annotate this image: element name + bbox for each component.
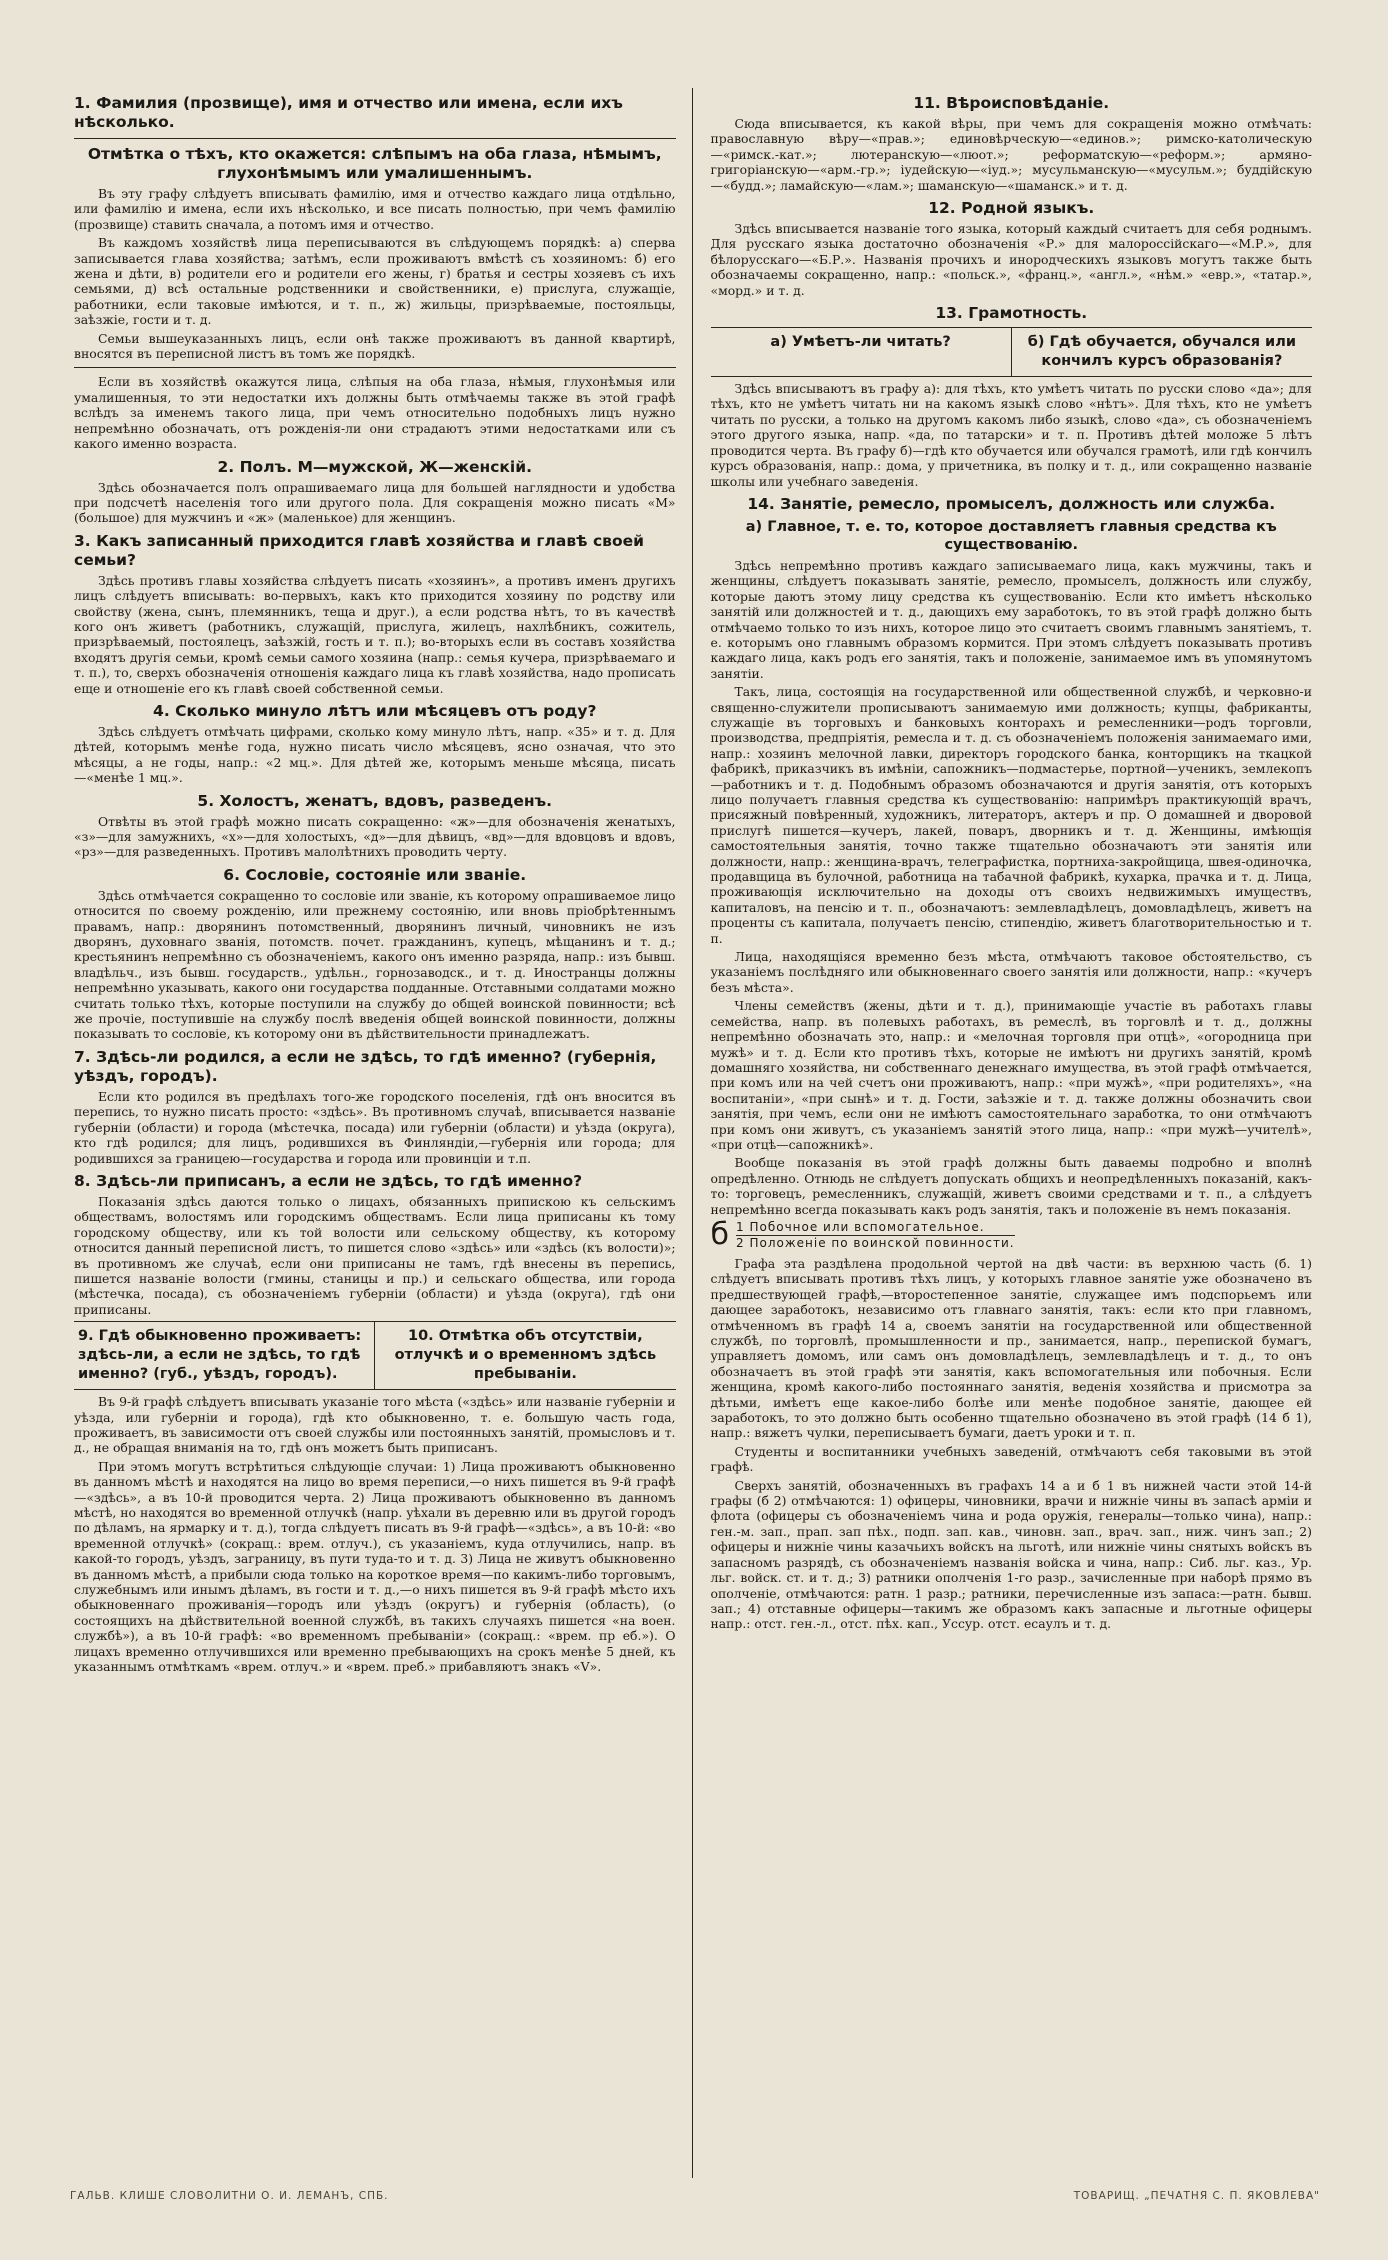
section-10-cell xyxy=(375,1322,675,1389)
paragraph: Въ каждомъ хозяйствѣ лица переписываются въ слѣдующемъ порядкѣ: а) сперва записывается глава хозяйства; затѣмъ, если проживаютъ вмѣстѣ съ хозяиномъ: б) его жена и дѣти, в) родители его и родители его жены, г) братья и сестры хозяевъ съ ихъ семьями, д) всѣ остальные родственники и свойственники, е) прислуга, служащіе, работники, если таковые имѣются, и т. п., ж) жильцы, призрѣваемые, постояльцы, заѣзжіе, гости и т. д. xyxy=(74,235,676,328)
paragraph: Здѣсь отмѣчается сокращенно то сословіе или званіе, къ которому опрашиваемое лицо относится по своему рожденію, или прежнему состоянію, или вновь пріобрѣтеннымъ правамъ, напр.: дворянинъ потомственный, дворянинъ личный, чиновникъ не изъ дворянъ, духовнаго званія, потомств. почет. гражданинъ, купецъ, мѣщанинъ и т. д.; крестьянинъ непремѣнно съ обозначеніемъ, какого онъ именно разряда, напр.: изъ бывш. владѣльч., изъ бывш. государств., удѣльн., горнозаводск., и т. д. Иностранцы должны непремѣнно указывать, какого они государства подданные. Отставными солдатами можно считать только тѣхъ, которые поступили на службу до общей воинской повинности; всѣ же прочіе, поступившіе на службу послѣ введенія общей воинской повинности, должны показывать то сословіе, къ которому они въ дѣйствительности принадлежатъ. xyxy=(74,887,676,1042)
paragraph: Показанія здѣсь даются только о лицахъ, обязанныхъ припискою къ сельскимъ обществамъ, волостямъ или городскимъ обществамъ. Если лица приписаны къ тому городскому обществу, или къ той волости или сельскому обществу, къ которому относится данный переписной листъ, то пишется слово «здѣсь» или «здѣсь (къ волости)»; въ противномъ же случаѣ, если они приписаны не тамъ, гдѣ внесены въ перепись, пишется названіе волости (гмины, станицы и пр.) и сельскаго общества, или города (мѣстечка, посада), съ обозначеніемъ губерніи (области) и уѣзда (округа), гдѣ они приписаны. xyxy=(74,1193,676,1317)
section-14a-heading: а) Главное, т. е. то, которое доставляетъ главныя средства къ существованію. xyxy=(745,518,1277,553)
paragraph: Сюда вписывается, къ какой вѣры, при чемъ для сокращенія можно отмѣчать: православную вѣру—«прав.»; единовѣрческую—«единов.»; римско-католическую—«римск.-кат.»; лютеранскую—«люот.»; реформатскую—«реформ.»; армяно-григоріанскую—«арм.-гр.»; іудейскую—«іуд.»; мусульманскую—«мусульм.»; буддійскую—«будд.»; ламайскую—«лам.»; шаманскую—«шаманск.» и т. д. xyxy=(710,116,1312,193)
section-5-heading: 5. Холостъ, женатъ, вдовъ, разведенъ. xyxy=(197,791,553,810)
section-13-subheader xyxy=(711,327,1313,377)
right-column xyxy=(693,88,1329,2178)
section-13-heading: 13. Грамотность. xyxy=(935,304,1088,323)
section-13b-cell xyxy=(1012,328,1312,376)
section-10-heading: 10. Отмѣтка объ отсутствіи, отлучкѣ и о временномъ здѣсь пребываніи. xyxy=(394,1328,657,1383)
paragraph: Если въ хозяйствѣ окажутся лица, слѣпыя на оба глаза, нѣмыя, глухонѣмыя или умалишенныя, то эти недостатки ихъ должны быть отмѣчаемы также въ этой графѣ вслѣдъ за именемъ такого лица, при чемъ относительно подобныхъ лицъ нужно непремѣнно обозначать, отъ рожденія-ли они страдаютъ этими недостатками или съ какого именно возраста. xyxy=(74,374,676,452)
paragraph: При этомъ могутъ встрѣтиться слѣдующіе случаи: 1) Лица проживаютъ обыкновенно въ данномъ мѣстѣ и находятся на лицо во время переписи,—о нихъ пишется въ 9-й графѣ—«здѣсь», а въ 10-й проводится черта. 2) Лица проживаютъ обыкновенно въ данномъ мѣстѣ, но находятся во временной отлучкѣ (напр. уѣхали въ деревню или въ другой городъ по дѣламъ, на ярмарку и т. д.), тогда слѣдуетъ писать въ 9-й графѣ—«здѣсь», а въ 10-й: «во временной отлучкѣ» (сокращ.: врем. отлуч.), съ указаніемъ, куда отлучились, напр. въ какой-то городъ, уѣздъ, заграницу, въ пути туда-то и т. д. 3) Лица не живутъ обыкновенно въ данномъ мѣстѣ, а прибыли сюда только на короткое время—по какимъ-либо торговымъ, служебнымъ или инымъ дѣламъ, въ гости и т. д.,—о нихъ пишется въ 9-й графѣ мѣсто ихъ обыкновеннаго проживанія—городъ или уѣздъ (округъ) и губернія (область), (о состоящихъ на дѣйствительной военной службѣ, въ такихъ случаяхъ пишется «на воен. службѣ»), а въ 10-й графѣ: «во временномъ пребываніи» (сокращ.: «врем. пр еб.»). О лицахъ временно отлучившихся или временно пребывающихъ на срокъ менѣе 5 дней, къ указаннымъ отмѣткамъ «врем. отлуч.» и «врем. преб.» прибавляютъ знакъ «V». xyxy=(74,1458,676,1675)
paragraph: Отвѣты въ этой графѣ можно писать сокращенно: «ж»—для обозначенія женатыхъ, «з»—для замужнихъ, «х»—для холостыхъ, «д»—для дѣвицъ, «вд»—для вдовцовъ и вдовъ, «рз»—для разведенныхъ. Противъ малолѣтнихъ проводить черту. xyxy=(74,813,676,860)
section-1-heading: 1. Фамилия (прозвище), имя и отчество или имена, если ихъ нѣсколько. xyxy=(74,94,623,131)
page-footer xyxy=(70,2190,1320,2202)
section-4-heading: 4. Сколько минуло лѣтъ или мѣсяцевъ отъ роду? xyxy=(153,701,597,720)
paragraph: Здѣсь слѣдуетъ отмѣчать цифрами, сколько кому минуло лѣтъ, напр. «35» и т. д. Для дѣтей, которымъ менѣе года, нужно писать число мѣсяцевъ, ясно означая, что это мѣсяцы, а не годы, напр.: «2 мц.». Для дѣтей же, которымъ меньше мѣсяца, писать—«менѣе 1 мц.». xyxy=(74,723,676,786)
section-3-heading: 3. Какъ записанный приходится главѣ хозяйства и главѣ своей семьи? xyxy=(74,531,644,569)
section-2-heading: 2. Полъ. М—мужской, Ж—женскій. xyxy=(217,457,532,476)
paragraph: Здѣсь непремѣнно противъ каждаго записываемаго лица, какъ мужчины, такъ и женщины, слѣдуетъ показывать занятіе, ремесло, промыселъ, должность или службу, которые даютъ этому лицу средства къ существованію. Если кто имѣетъ нѣсколько занятій или должностей и т. д., дающихъ ему заработокъ, то въ этой графѣ должно быть отмѣчаемо только то изъ нихъ, которое лицо это считаетъ своимъ главнымъ занятіемъ, т. е. которымъ оно главнымъ образомъ кормится. При этомъ слѣдуетъ показывать противъ каждаго лица, какъ родъ его занятія, такъ и положеніе, занимаемое имъ въ упомянутомъ занятіи. xyxy=(710,557,1312,681)
section-11-heading: 11. Вѣроисповѣданіе. xyxy=(913,94,1110,112)
section-9-heading: 9. Гдѣ обыкновенно проживаетъ: здѣсь-ли, а если не здѣсь, то гдѣ именно? (губ., уѣздъ, городъ). xyxy=(78,1328,362,1383)
section-12-heading: 12. Родной языкъ. xyxy=(928,199,1095,218)
section-14b-items xyxy=(736,1220,1015,1251)
section-9-10-header xyxy=(74,1321,676,1390)
section-6-heading: 6. Сословіе, состояніе или званіе. xyxy=(223,865,527,884)
paragraph: Сверхъ занятій, обозначенныхъ въ графахъ 14 а и б 1 въ нижней части этой 14-й графы (б 2) отмѣчаются: 1) офицеры, чиновники, врачи и нижніе чины въ запасѣ арміи и флота (офицеры съ обозначеніемъ чина и рода оружія, генералы—только чина), напр.: ген.-м. зап., прап. зап пѣх., подп. зап. кав., чиновн. зап., врач. зап., ниж. чинъ зап.; 2) офицеры и нижніе чины казачьихъ войскъ на льготѣ, или нижніе чины снятыхъ войскъ въ запасномъ разрядѣ, съ обозначеніемъ названія войска и чина, напр.: Сиб. льг. каз., Ур. льг. войск. ст. и т. д.; 3) ратники ополченія 1-го разр., зачисленные при наборѣ прямо въ ополченіе, отмѣчаются: ратн. 1 разр.; ратники, перечисленные изъ запаса:—ратн. бывш. зап.; 4) отставные офицеры—такимъ же образомъ какъ запасные и льготные офицеры напр.: отст. ген.-л., отст. пѣх. кап., Уссур. отст. есаулъ и т. д. xyxy=(710,1477,1312,1632)
paragraph: Здѣсь вписывается названіе того языка, который каждый считаетъ для себя роднымъ. Для русскаго языка достаточно обозначенія «Р.» для малороссійскаго—«М.Р.», для бѣлорусскаго—«Б.Р.». Названія прочихъ и инородческихъ языковъ могутъ также быть обозначаемы сокращенно, напр.: «польск.», «франц.», «англ.», «нѣм.» «евр.», «татар.», «морд.» и т. д. xyxy=(710,221,1312,298)
paragraph: Семьи вышеуказанныхъ лицъ, если онѣ также проживаютъ въ данной квартирѣ, вносятся въ переписной листъ въ томъ же порядкѣ. xyxy=(74,330,676,362)
section-9-cell xyxy=(74,1322,375,1389)
divider xyxy=(74,367,676,368)
section-7-heading: 7. Здѣсь-ли родился, а если не здѣсь, то гдѣ именно? (губернія, уѣздъ, городъ). xyxy=(74,1047,657,1085)
section-14-heading: 14. Занятіе, ремесло, промыселъ, должность или служба. xyxy=(747,494,1276,513)
section-13a-cell xyxy=(711,328,1012,376)
left-column xyxy=(58,88,693,2178)
section-13b-heading: б) Гдѣ обучается, обучался или кончилъ курсъ образованія? xyxy=(1027,334,1296,370)
divider xyxy=(74,138,676,139)
paragraph: Здѣсь вписываютъ въ графу а): для тѣхъ, кто умѣетъ читать по русски слово «да»; для тѣхъ, кто не умѣетъ читать ни на какомъ языкѣ слово «нѣтъ». Для тѣхъ, кто не умѣетъ читать по русски, а только на другомъ какомъ либо языкѣ, слово «да», съ обозначеніемъ этого другого языка, напр. «да, по татарски» и т. п. Противъ дѣтей моложе 5 лѣтъ проводится черта. Въ графу б)—гдѣ кто обучается или обучался грамотѣ, или гдѣ кончилъ курсъ образованія, напр.: дома, у причетника, въ полку и т. д., или сокращенно названіе школы или учебнаго заведенія. xyxy=(710,381,1312,489)
brace-label: б xyxy=(710,1217,731,1253)
paragraph: Въ 9-й графѣ слѣдуетъ вписывать указаніе того мѣста («здѣсь» или названіе губерніи и уѣзда, или губерніи и города), гдѣ кто обыкновенно, т. е. большую часть года, проживаетъ, въ зависимости отъ своей службы или постоянныхъ занятій, промысловъ и т. д., не обращая вниманія на то, гдѣ онъ можетъ быть приписанъ. xyxy=(74,1394,676,1456)
subsection-b1-label: 1 Побочное или вспомогательное. xyxy=(736,1220,1015,1236)
section-13a-heading: а) Умѣетъ-ли читать? xyxy=(770,334,951,351)
paragraph: Въ эту графу слѣдуетъ вписывать фамилію, имя и отчество каждаго лица отдѣльно, или фамилію и имена, если ихъ нѣсколько, и все писать полностью, при чемъ фамилію (прозвище) ставить сначала, а потомъ имя и отчество. xyxy=(74,186,676,232)
paragraph: Если кто родился въ предѣлахъ того-же городского поселенія, гдѣ онъ вносится въ перепись, то нужно писать просто: «здѣсь». Въ противномъ случаѣ, вписывается названіе губерніи (области) и города (мѣстечка, посада) или губерніи (области) и уѣзда (округа), кто гдѣ родился; для лицъ, родившихся въ Финляндіи,—губернія или города; для родившихся за границею—государства и города или провинціи и т.п. xyxy=(74,1088,676,1166)
paragraph: Студенты и воспитанники учебныхъ заведеній, отмѣчаютъ себя таковыми въ этой графѣ. xyxy=(710,1443,1312,1475)
paragraph: Такъ, лица, состоящія на государственной или общественной службѣ, и черковно-и священно-служители прописываютъ занимаемую ими должность; купцы, фабриканты, служащіе въ торговыхъ и банковыхъ конторахъ и ремесленники—родъ торговли, производства, предпріятія, ремесла и т. д. съ обозначеніемъ положенія занимаемаго ими, напр.: хозяинъ мелочной лавки, директоръ городского банка, конторщикъ на ткацкой фабрикѣ, приказчикъ въ имѣніи, сапожникъ—подмастерье, портной—ученикъ, землекопъ—работникъ и т. д. Подобнымъ образомъ обозначаются и другія занятія, отъ которыхъ лицо получаетъ главныя средства къ существованію: напримѣръ практикующій врачъ, присяжный повѣренный, художникъ, литераторъ, актеръ и пр. О домашней и дворовой прислугѣ пишется—кучеръ, лакей, поваръ, дворникъ и т. д. Женщины, имѣющія самостоятельныя занятія, точно также тщательно обозначаютъ эти занятія или должности, напр.: женщина-врачъ, телеграфистка, портниха-закройщица, швея-одиночка, продавщица въ булочной, работница на табачной фабрикѣ, кухарка, прачка и т. д. Лица, проживающія исключительно на доходы отъ своихъ недвижимыхъ имуществъ, капиталовъ, на пенсію и т. п., обозначаютъ: землевладѣлецъ, домовладѣлецъ, живетъ на проценты съ капитала, получаетъ пенсію, стипендію, живетъ благотворительностью и т. п. xyxy=(710,684,1312,946)
paragraph: Графа эта раздѣлена продольной чертой на двѣ части: въ верхнюю часть (б. 1) слѣдуетъ вписывать противъ тѣхъ лицъ, у которыхъ главное занятіе уже обозначено въ предшествующей графѣ,—второстепенное занятіе, служащее имъ подспорьемъ или дающее заработокъ, независимо отъ главнаго занятія, такъ: если кто при главномъ, отмѣченномъ въ графѣ 14 а, своемъ занятіи на государственной или общественной службѣ, по торговлѣ, промышленности и пр., занимается, напр., перепиской бумагъ, управляетъ домомъ, или самъ онъ домовладѣлецъ, землевладѣлецъ и т. д., то онъ обозначаетъ въ этой графѣ эти занятія, какъ вспомогательныя или побочныя. Если женщина, кромѣ какого-либо постояннаго занятія, веденія хозяйства и присмотра за дѣтьми, имѣетъ еще какое-либо болѣе или менѣе подобное занятіе, дающее ей заработокъ, то это должно быть особенно тщательно обозначено въ этой графѣ (14 б 1), напр.: вяжетъ чулки, переписываетъ бумаги, даетъ уроки и т. п. xyxy=(710,1255,1312,1441)
paragraph: Здѣсь противъ главы хозяйства слѣдуетъ писать «хозяинъ», а противъ именъ другихъ лицъ слѣдуетъ вписывать: во-первыхъ, какъ кто приходится хозяину по родству или свойству (жена, сынъ, племянникъ, теща и друг.), а если родства нѣтъ, то въ качествѣ кого онъ живетъ (работникъ, служащій, прислуга, жилецъ, нахлѣбникъ, сожитель, призрѣваемый, постоялецъ, заѣзжій, гость и т. п.); во-вторыхъ если въ составъ хозяйства входятъ другія семьи, кромѣ семьи самого хозяина (напр.: семья кучера, призрѣваемаго и т. п.), то, сверхъ обозначенія отношенія каждаго лица къ главѣ хозяйства, надо прописать еще и отношеніе его къ главѣ своей собственной семьи. xyxy=(74,572,676,696)
subsection-b2-label: 2 Положеніе по воинской повинности. xyxy=(736,1235,1015,1250)
paragraph: Вообще показанія въ этой графѣ должны быть даваемы подробно и вполнѣ опредѣленно. Отнюдь не слѣдуетъ допускать общихъ и неопредѣленныхъ показаній, какъ-то: торговецъ, ремесленникъ, служащій, живетъ своими средствами и т. п., а слѣдуетъ непремѣнно всегда показывать какъ родъ занятія, такъ и положеніе въ немъ показанія. xyxy=(710,1155,1312,1217)
census-instructions-sheet xyxy=(58,88,1328,2178)
footer-left-imprint: ГАЛЬВ. КЛИШЕ СЛОВОЛИТНИ О. И. ЛЕМАНЪ, СПБ. xyxy=(70,2190,389,2202)
footer-right-imprint: ТОВАРИЩ. „ПЕЧАТНЯ С. П. ЯКОВЛЕВА" xyxy=(1073,2190,1320,2202)
section-1b-heading: Отмѣтка о тѣхъ, кто окажется: слѣпымъ на оба глаза, нѣмымъ, глухонѣмымъ или умалишеннымъ. xyxy=(87,145,662,182)
paragraph: Здѣсь обозначается полъ опрашиваемаго лица для большей наглядности и удобства при подсчетѣ населенія того или другого пола. Для сокращенія можно писать «М» (большое) для мужчинъ и «ж» (маленькое) для женщинъ. xyxy=(74,479,676,526)
paragraph: Члены семействъ (жены, дѣти и т. д.), принимающіе участіе въ работахъ главы семейства, напр. въ полевыхъ работахъ, въ ремеслѣ, въ торговлѣ и т. д., должны непремѣнно обозначать это, напр.: и «мелочная торговля при отцѣ», «огородница при мужѣ» и т. д. Если кто противъ тѣхъ, которые не имѣютъ ни другихъ занятій, кромѣ домашняго хозяйства, ни собственнаго денежнаго имущества, въ этой графѣ отмѣчается, при комъ или на чей счетъ они проживаютъ, напр.: «при мужѣ», «при родителяхъ», «на воспитаніи», «при сынѣ» и т. д. Гости, заѣзжіе и т. д. также должны обозначить свои занятія, при чемъ, если они не имѣютъ самостоятельнаго заработка, то они отмѣчаютъ при комъ они живутъ, съ указаніемъ занятій этого лица, напр.: «при мужѣ—учителѣ», «при отцѣ—сапожникѣ». xyxy=(710,998,1312,1152)
section-8-heading: 8. Здѣсь-ли приписанъ, а если не здѣсь, то гдѣ именно? xyxy=(74,1171,583,1190)
paragraph: Лица, находящіяся временно безъ мѣста, отмѣчаютъ таковое обстоятельство, съ указаніемъ послѣдняго или обыкновеннаго своего занятія или должности, напр.: «кучеръ безъ мѣста». xyxy=(710,949,1312,995)
section-14b-labels xyxy=(710,1217,1313,1253)
